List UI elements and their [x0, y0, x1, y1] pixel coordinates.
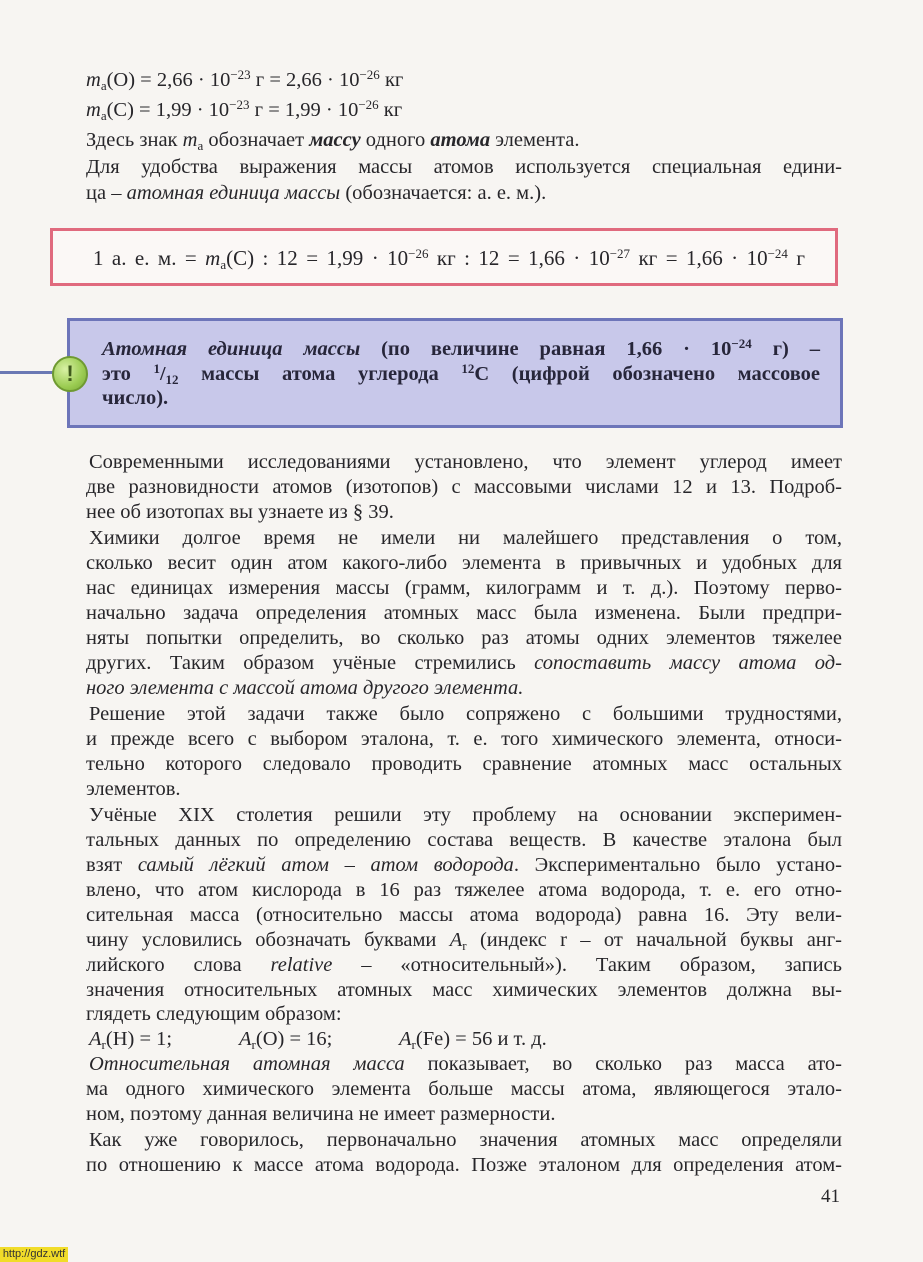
- text-line-znak: Здесь знак $m_а$ обозначает массу одного атома элемента.: [86, 129, 580, 153]
- page-number: 41: [821, 1186, 840, 1207]
- p4-line-4: влено, что атом кислорода в 16 раз тяжелее атома водорода, т. е. его отно-: [86, 879, 842, 901]
- p5-line-3: ном, поэтому данная величина не имеет размерности.: [86, 1103, 556, 1125]
- p3-line-1: Решение этой задачи также было сопряжено с большими трудностями,: [89, 703, 842, 725]
- definition-text: Атомная единица массы (по величине равная $1,66 \cdot 10^{-24}$ г) – это $^1/_{12}$ массы атома углерода $^{12}$C (цифрой обозначено массовое число).: [102, 336, 820, 409]
- p4-line-6: чину условились обозначать буквами $A_r$ (индекс r – от начальной буквы анг-: [86, 929, 843, 953]
- p2-line-7: ного элемента с массой атома другого элемента.: [86, 677, 524, 699]
- p4-line-2: тальных данных по определению состава веществ. В качестве эталона был: [86, 829, 842, 851]
- p1-line-3: нее об изотопах вы узнаете из § 39.: [86, 501, 394, 523]
- text-line-udob-2: ца – атомная единица массы (обозначается: а. е. м.).: [86, 182, 547, 204]
- definition-box: [67, 318, 843, 428]
- p2-line-6: других. Таким образом учёные стремились сопоставить массу атома од-: [86, 652, 842, 674]
- p1-line-1: Современными исследованиями установлено, что элемент углерод имеет: [89, 451, 842, 473]
- p2-line-4: начально задача определения атомных масс была изменена. Были предпри-: [86, 602, 842, 624]
- p4-line-9: глядеть следующим образом:: [86, 1003, 342, 1025]
- p5-line-2: ма одного химического элемента больше массы атома, являющегося этало-: [86, 1078, 842, 1100]
- formula-mass-carbon: $m_а(C) = 1,99 \cdot 10^{-23}$ $г = 1,99 \cdot 10^{-26}$ кг: [86, 97, 403, 123]
- p3-line-3: тельно которого следовало проводить сравнение атомных масс остальных: [86, 753, 842, 775]
- p3-line-4: элементов.: [86, 778, 181, 800]
- formula-mass-oxygen: $m_а(O) = 2,66 \cdot 10^{-23}$ $г = 2,66 \cdot 10^{-26}$ кг: [86, 67, 404, 93]
- p4-line-7: лийского слова relative – «относительный»). Таким образом, запись: [86, 954, 842, 976]
- p4-line-8: значения относительных атомных масс химических элементов должна вы-: [86, 979, 842, 1001]
- formula-box: [50, 228, 838, 286]
- ar-values-line: $A_r(H) = 1$; $A_r(O) = 16$; $A_r(Fe) = 56$ и т. д.: [89, 1028, 547, 1052]
- p6-line-1: Как уже говорилось, первоначально значения атомных масс определяли: [89, 1129, 842, 1151]
- text-line-udob-1: Для удобства выражения массы атомов используется специальная едини-: [86, 156, 842, 178]
- p5-line-1: Относительная атомная масса показывает, во сколько раз масса ато-: [89, 1053, 842, 1075]
- p4-line-1: Учёные XIX столетия решили эту проблему на основании эксперимен-: [89, 804, 842, 826]
- p4-line-5: сительная масса (относительно массы атома водорода) равна 16. Эту вели-: [86, 904, 842, 926]
- p2-line-2: сколько весит один атом какого-либо элемента в привычных и удобных для: [86, 552, 842, 574]
- p1-line-2: две разновидности атомов (изотопов) с массовыми числами 12 и 13. Подроб-: [86, 476, 842, 498]
- p2-line-3: нас единицах измерения массы (грамм, килограмм и т. д.). Поэтому перво-: [86, 577, 842, 599]
- watermark-link[interactable]: http://gdz.wtf: [0, 1247, 68, 1262]
- p2-line-1: Химики долгое время не имели ни малейшего представления о том,: [89, 527, 842, 549]
- p3-line-2: и прежде всего с выбором эталона, т. е. того химического элемента, относи-: [86, 728, 842, 750]
- formula-amu: 1 а. е. м. = $m_а(C)$ : $12 = 1,99 \cdot 10^{-26}$ кг : $12 = 1,66 \cdot 10^{-27}$ кг = $1,66 \cdot 10^{-24}$ г: [93, 246, 805, 272]
- p2-line-5: няты попытки определить, во сколько раз атомы одних элементов тяжелее: [86, 627, 842, 649]
- p6-line-2: по отношению к массе атома водорода. Позже эталоном для определения атом-: [86, 1154, 842, 1176]
- p4-line-3: взят самый лёгкий атом – атом водорода. Экспериментально было устано-: [86, 854, 842, 876]
- exclamation-icon: !: [52, 356, 88, 392]
